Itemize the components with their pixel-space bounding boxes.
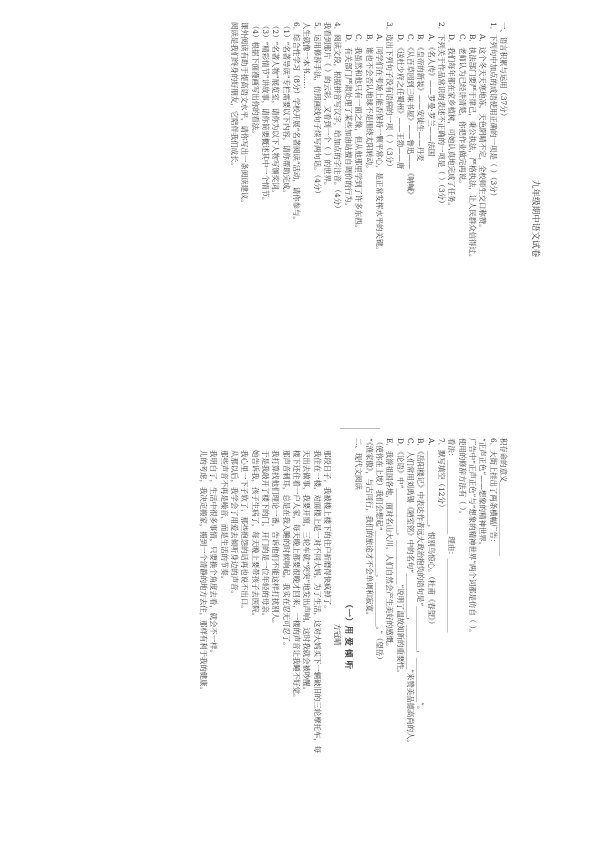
text-line: 一、语言积累与运用（37分） bbox=[499, 22, 508, 121]
text-line: A．同学们在考场上能否保持一颗平常心，是正常发挥水平的关键。 bbox=[374, 34, 384, 254]
text-line: 从那以后，我学会了用爱去倾听身边的声音。 bbox=[230, 450, 240, 598]
text-line: E．我游祖国各地，面对名山大川，人们自然会产生美好的感慨。 bbox=[385, 438, 395, 651]
text-line: 2．下列关于作品常识的表述不正确的一项是（ ）（3分） bbox=[436, 22, 446, 208]
left-column bbox=[18, 22, 508, 415]
text-line: C．我虽然和他只有一面之缘，但从他那里学到了许多东西。 bbox=[354, 34, 364, 232]
text-line: 7．默写填空（12分） bbox=[436, 438, 446, 512]
text-line: B．《岳阳楼记》中表达作者远大政治抱负的语句是“____________，____________”。 bbox=[416, 438, 426, 714]
text-line: 3．选出下列句子没有语病的一项（ ）（3分） bbox=[385, 22, 395, 171]
text-line: B．谁也不会否认地球不是围绕太阳转动。 bbox=[364, 34, 374, 173]
text-line: 我打算找他们理论一番，告诉他们不能这样打扰别人。 bbox=[271, 450, 281, 628]
text-line: B．《皇帝的新装》——安徒生——丹麦 bbox=[416, 34, 426, 162]
text-line: （一）用 爱 倾 听 bbox=[342, 599, 353, 670]
text-line: （1）“名著导读”专栏需要以下内容，请你帮助完成。 bbox=[281, 22, 291, 197]
text-line: 5．运用修辞手法，仿照画线句子续写两句话。（4分） bbox=[312, 22, 322, 198]
text-line: （使你在上坡）我们会想起“____________，____________。”（望岳） bbox=[374, 438, 384, 664]
text-line: 1．下列句中加点的成语使用正确的一项是（ ）（3分） bbox=[488, 22, 498, 201]
text-line: 我看到那片（ ）的云彩，又看到一个（ ）的世界。 bbox=[323, 22, 333, 190]
text-line: 使用的修辞方法有（ ）。 bbox=[457, 438, 467, 518]
text-line: 阅读是我们终身的好朋友，它陪伴我们成长。 bbox=[230, 22, 240, 170]
text-line: 积存命的意义____________________ bbox=[499, 438, 508, 557]
text-line: “《渔家傲》，与古同行，我们的旅途才不会单调和寂寞。 bbox=[364, 438, 374, 620]
text-line: 6．综合性学习（8分）学校开展“名著阅读”活动，请你参与。 bbox=[292, 22, 302, 224]
text-line: 我心里一下子软了，那些抱怨的话再也说不出口。 bbox=[240, 450, 250, 613]
text-line: 广告中“正声正色”与“想象的精神世界”两个词都是仿自（ ）。 bbox=[467, 438, 477, 637]
text-line: 那些声音不再是噪音，而是生活的节奏。 bbox=[219, 450, 229, 584]
text-line: C．人们常用刘禹锡《陋室铭》中的名句“____________，____________”来赞美品德高尚的人。 bbox=[405, 438, 415, 747]
text-line: 方冠晴 bbox=[333, 623, 343, 646]
text-line: （2）“名著人物”展览室，请你为以下人物写颁奖词。 bbox=[271, 22, 281, 197]
text-line: 人生就像一本书…… bbox=[302, 22, 312, 89]
text-line: A．____________________，恨别鸟惊心。（杜甫《春望》） bbox=[426, 438, 436, 629]
text-line: 我明白了，生活中很多事情，只要换个角度去看，就会不一样。 bbox=[209, 450, 219, 657]
text-line: 6．大街上挂出了两条横幅广告： bbox=[488, 438, 498, 547]
right-column bbox=[18, 438, 508, 831]
text-line: 那段日子，我被楼上楼下的住户折磨得快疯掉了。 bbox=[323, 450, 333, 613]
text-line: （3）“精彩情节”讲故事，请你简要概述其中一个情节。 bbox=[261, 22, 271, 205]
text-line: D．《送杜少府之任蜀州》——王勃——唐 bbox=[395, 34, 405, 170]
text-line: 她告诉我，孩子生病了，每天晚上要带孩子去医院。 bbox=[250, 450, 260, 620]
text-line: 天出去做事，我要开窗，三轮车就“突突”地发出声响，这时我就会被吵醒。 bbox=[302, 450, 312, 695]
text-line: D．我们每年都在家乡植树，可她认真地完成了任务。 bbox=[447, 34, 457, 210]
text-line: 课外阅读有助于提高语文水平，请你写出一条阅读建议。 bbox=[240, 22, 250, 207]
text-line: B．执法部门要严于律己，秉公执法，严格执法，让人民群众信得过。 bbox=[467, 34, 477, 262]
text-line: C．《从百草园到三味书屋》——鲁迅——《呐喊》 bbox=[405, 34, 415, 199]
text-line: D．有关部门严肃处理了某些加油站擅自调价的行为。 bbox=[343, 34, 353, 210]
fold-divider bbox=[340, 428, 380, 429]
text-line: A．这个冬天天寒地冻，天色阴晴不定，全校师生交口称赞。 bbox=[478, 34, 488, 232]
text-line: 二、现代文阅读 bbox=[354, 438, 364, 490]
page-title: 九年级期中语文试卷 bbox=[530, 179, 540, 258]
text-line: 我住在一楼，对面楼上是一对不同大妈，为了生活，这对大妈买下一辆破旧的三轮摩托车，每 bbox=[312, 450, 322, 754]
text-line: 儿的考虑，我决定搬家，搬到一个清静的地方去住，那样有利于我的健康。 bbox=[199, 450, 209, 694]
text-line: A．《名人传》——罗曼·罗兰——法国 bbox=[426, 34, 436, 157]
text-line: 于是我敲开了楼下的门，开门的是一位年轻的母亲。 bbox=[261, 450, 271, 620]
text-line: 那声音刺耳，总是在我入睡的时候响起，我实在忍无可忍了。 bbox=[281, 450, 291, 650]
text-line: 楼下还住着一户人家，每天晚上都要很晚才回来，一楼的声音让我睡不好觉。 bbox=[292, 450, 302, 702]
text-line: 4．阅读文段，根据拼音写汉字，给加点的字注音。（4分） bbox=[333, 22, 343, 213]
text-line: 看法：____________________ 理由：____________________ bbox=[447, 438, 457, 633]
text-line: “正声正色”——想象的精神世界。 bbox=[478, 438, 488, 550]
text-line: C．老师认为已经讲清楚，你把作业做完再说。 bbox=[457, 34, 467, 188]
text-line: D．《论语》中“____________，____________”说明了温故知新的重要性。 bbox=[395, 438, 405, 677]
text-line: （4）根据下面漫画写出你的看法。 bbox=[250, 22, 260, 138]
